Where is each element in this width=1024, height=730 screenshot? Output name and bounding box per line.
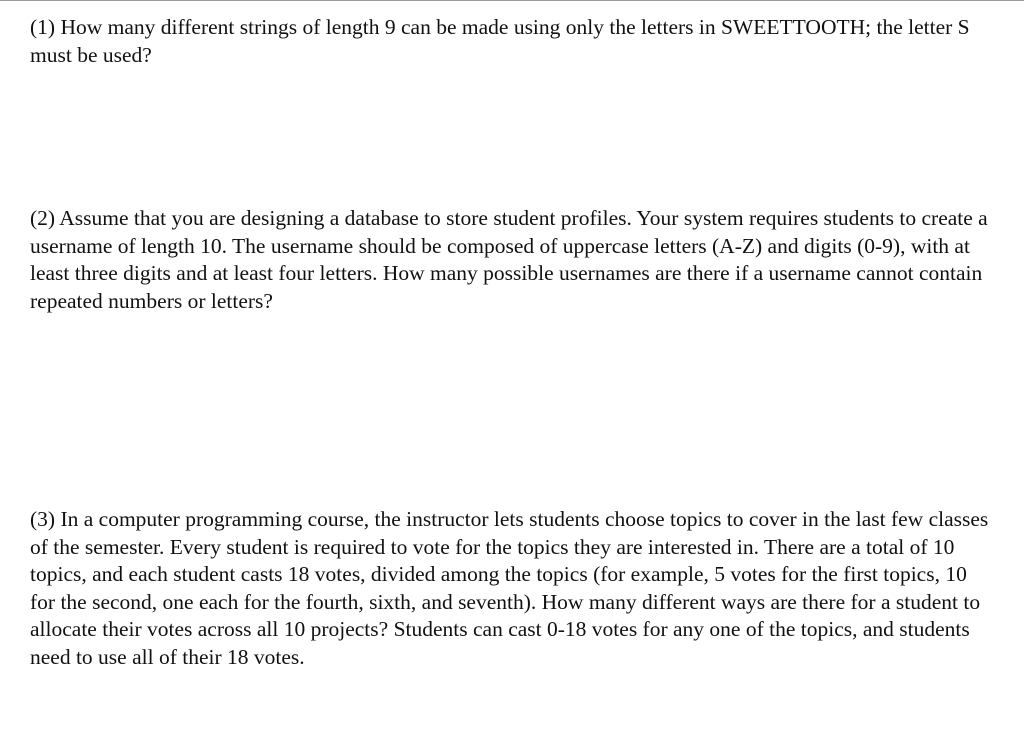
top-border-rule (0, 0, 1024, 1)
question-1: (1) How many different strings of length 9 can be made using only the letters in SWEETTOOTH; the letter S must be used? (30, 15, 970, 67)
question-2: (2) Assume that you are designing a database to store student profiles. Your system requires students to create a username of length 10. The username should be composed of uppercase letters (A-Z) and digits (0-9), with at least three digits and at least four letters. How many possible usernames are there if a username cannot contain repeated numbers or letters? (30, 206, 988, 313)
question-3: (3) In a computer programming course, the instructor lets students choose topics to cover in the last few classes of the semester. Every student is required to vote for the topics they are interested in. There are a total of 10 topics, and each student casts 18 votes, divided among the topics (for example, 5 votes for the first topics, 10 for the second, one each for the fourth, sixth, and seventh). How many different ways are there for a student to allocate their votes across all 10 projects? Students can cast 0-18 votes for any one of the topics, and students need to use all of their 18 votes. (30, 507, 989, 669)
